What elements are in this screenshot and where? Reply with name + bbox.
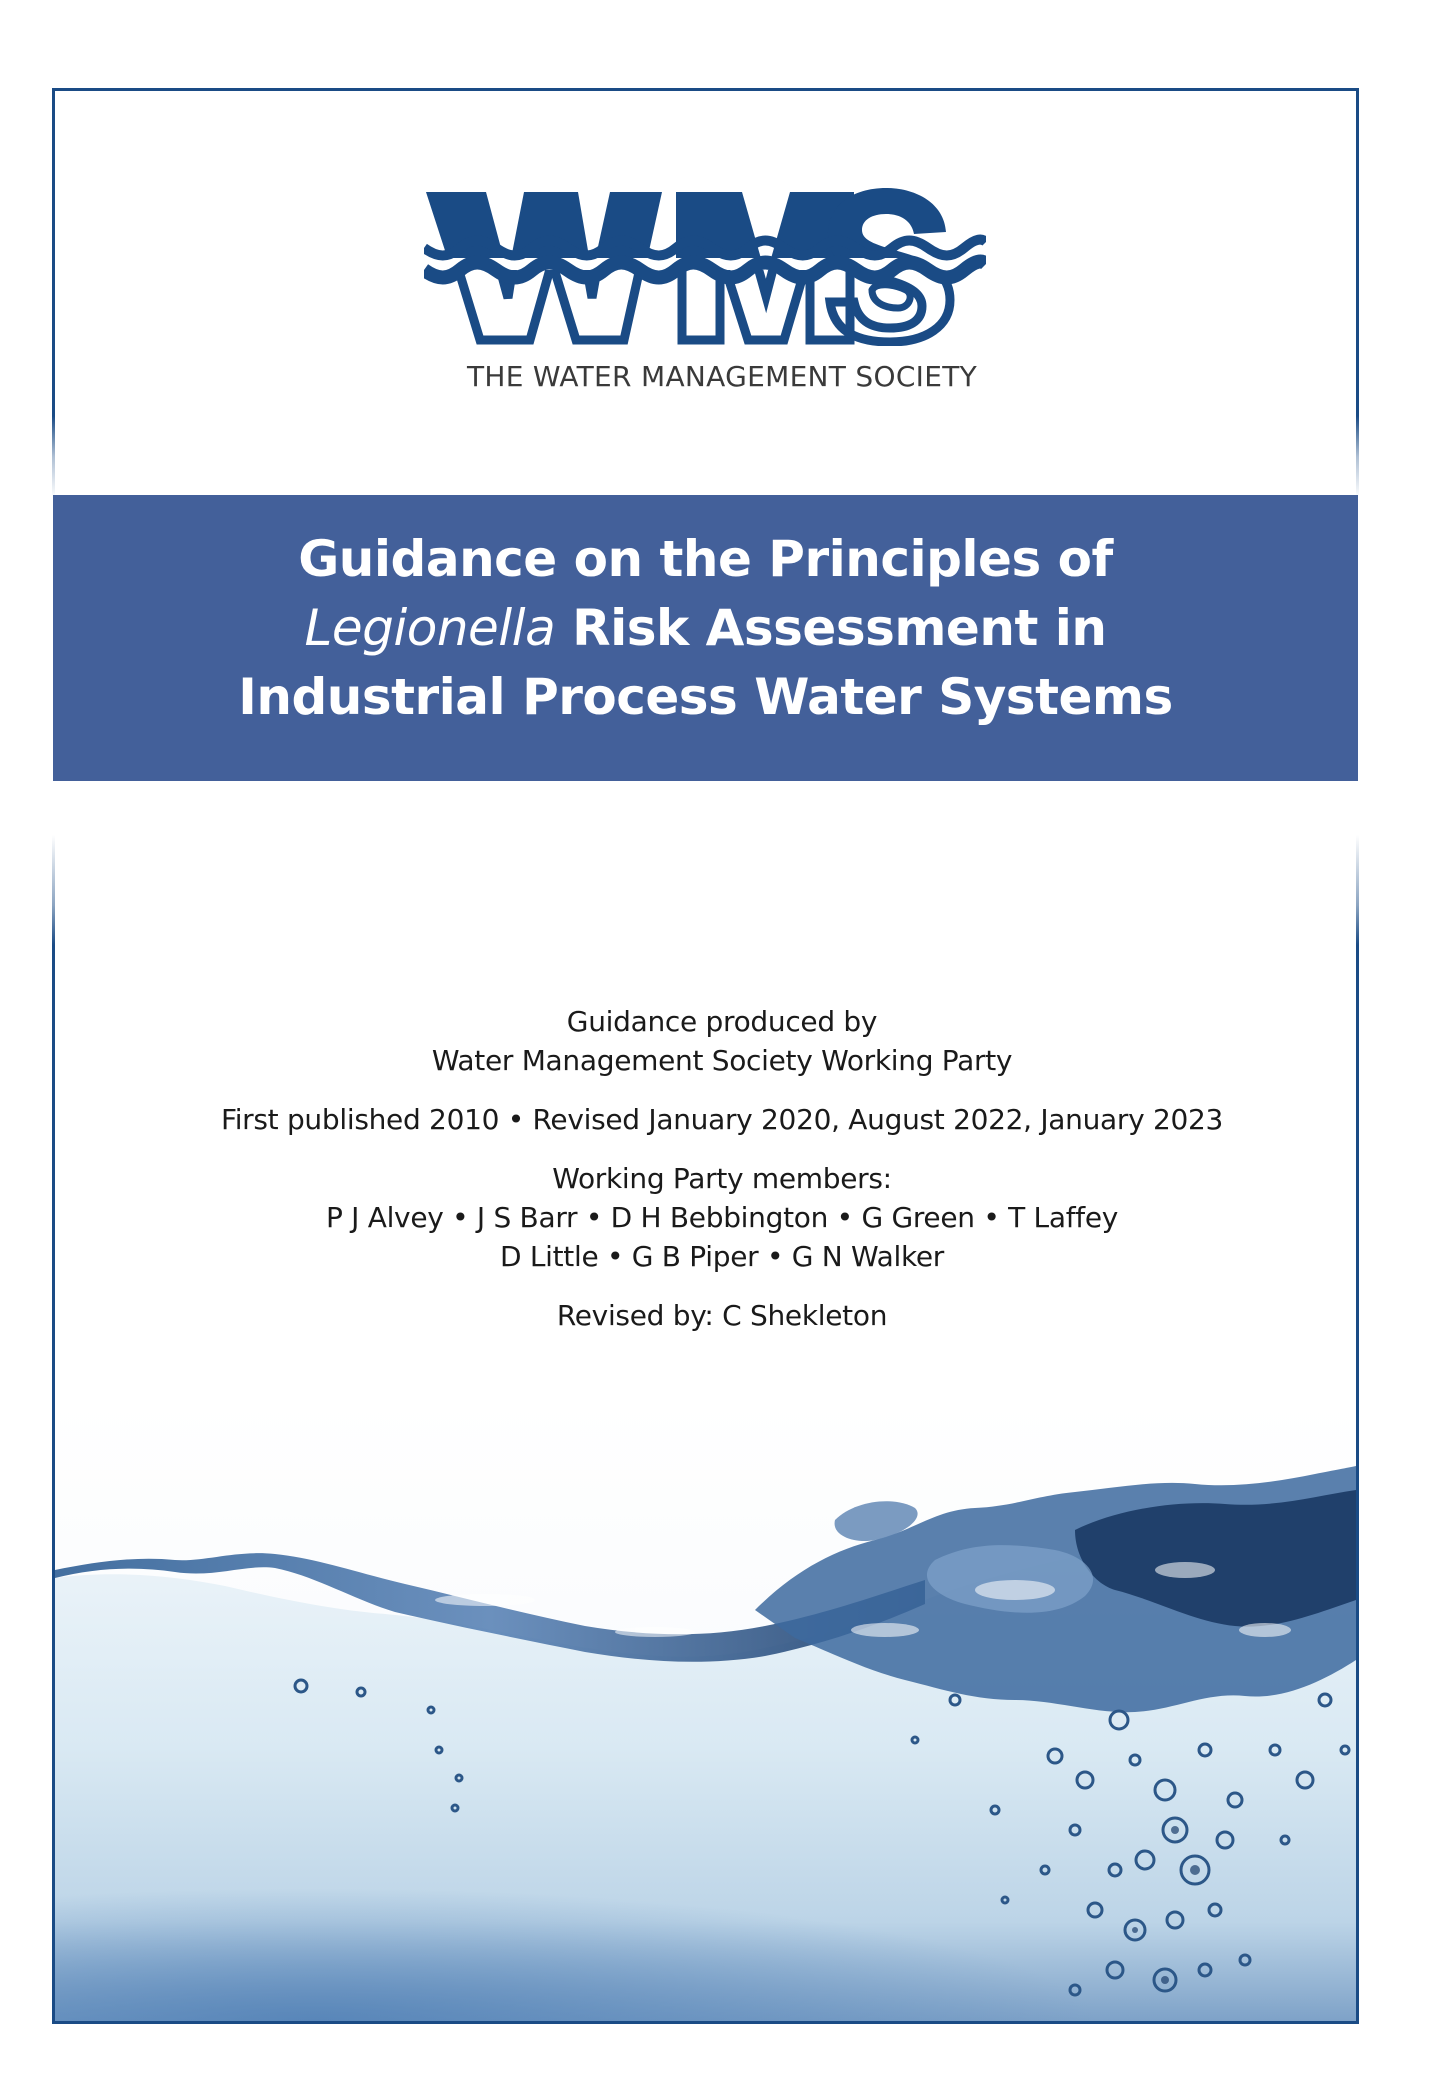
produced-by-line-1: Guidance produced by [566, 1005, 878, 1038]
publication-history: First published 2010 • Revised January 2020, August 2022, January 2023 [220, 1103, 1224, 1136]
title-line-2 [53, 594, 1358, 663]
frame-border-bottom [52, 2021, 1359, 2024]
frame-border-top [52, 88, 1359, 91]
credits-block [0, 1002, 1444, 1335]
title-line-3: Industrial Process Water Systems [238, 668, 1173, 726]
frame-border-right-upper [1356, 88, 1359, 498]
organization-tagline: THE WATER MANAGEMENT SOCIETY [466, 360, 978, 393]
members-line-1: P J Alvey • J S Barr • D H Bebbington • G Green • T Laffey [325, 1201, 1119, 1234]
title-line-2-rest: Risk Assessment in [555, 599, 1107, 657]
produced-by-line-2: Water Management Society Working Party [431, 1044, 1013, 1077]
title-line-1: Guidance on the Principles of [298, 530, 1113, 588]
water-splash-icon [55, 1400, 1356, 2021]
title-banner [53, 495, 1358, 781]
document-title [53, 525, 1358, 732]
members-line-2: D Little • G B Piper • G N Walker [499, 1240, 945, 1273]
wms-logo [424, 186, 986, 346]
title-italic-term: Legionella [304, 599, 556, 657]
revised-by: Revised by: C Shekleton [556, 1299, 888, 1332]
frame-border-left-upper [52, 88, 55, 498]
wms-logo-icon [424, 186, 986, 346]
members-heading: Working Party members: [552, 1162, 892, 1195]
water-splash-image [55, 1400, 1356, 2021]
